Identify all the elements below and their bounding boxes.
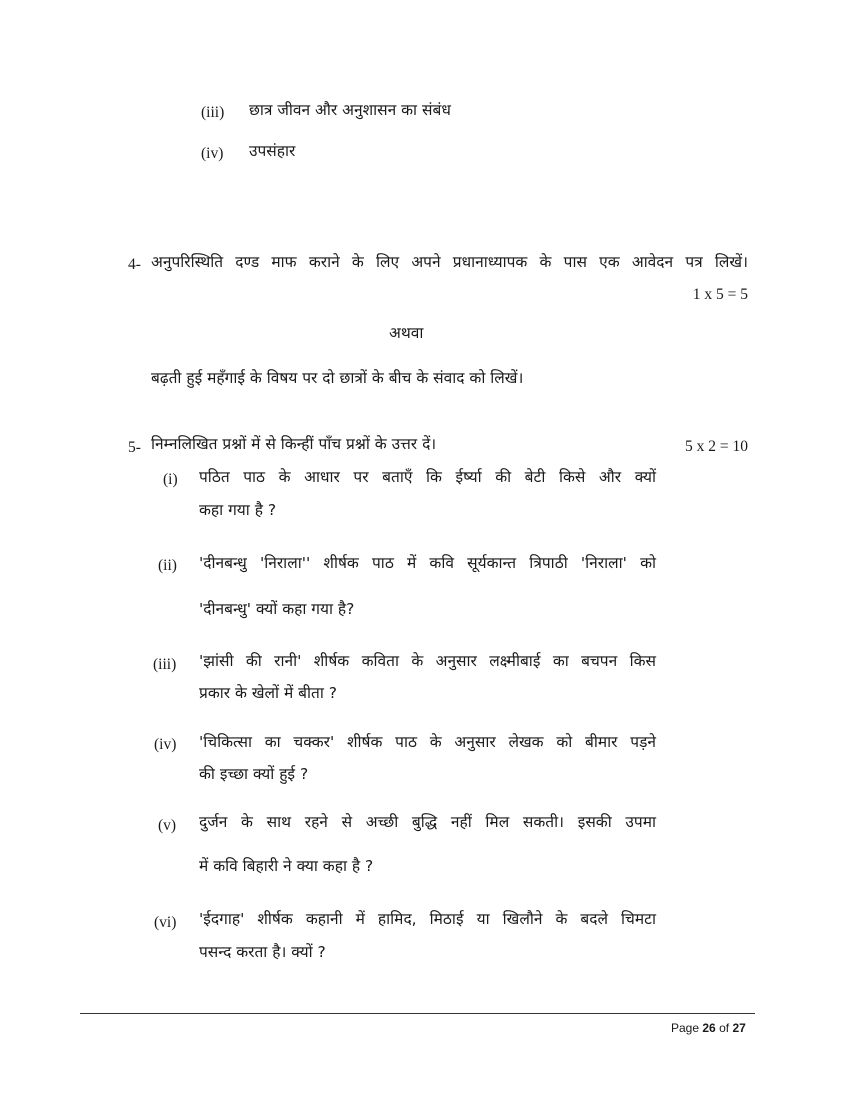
sub-question-text: की इच्छा क्यों हुई ? (199, 765, 309, 783)
question-marks: 5 x 2 = 10 (685, 438, 748, 455)
page-word: Page (671, 1021, 700, 1035)
sub-question-text: 'ईदगाह' शीर्षक कहानी में हामिद, मिठाई या खिलौने के बदले चिमटा (199, 910, 656, 928)
question-number: 4- (128, 256, 141, 273)
question-text: अनुपरिस्थिति दण्ड माफ कराने के लिए अपने प्रधानाध्यापक के पास एक आवेदन पत्र लिखें। (151, 253, 748, 271)
roman-numeral: (i) (163, 471, 178, 488)
roman-numeral: (iv) (154, 736, 177, 753)
or-label: अथवा (389, 324, 424, 342)
sub-question-text: दुर्जन के साथ रहने से अच्छी बुद्धि नहीं मिल सकती। इसकी उपमा (199, 813, 656, 831)
footer-divider (80, 1013, 755, 1014)
sub-question-text: कहा गया है ? (199, 501, 277, 519)
sub-question-text: पठित पाठ के आधार पर बताएँ कि ईर्ष्या की बेटी किसे और क्यों (199, 468, 656, 486)
sub-question-text: 'दीनबन्धु' क्यों कहा गया है? (199, 600, 355, 618)
sub-question-text: में कवि बिहारी ने क्या कहा है ? (199, 857, 374, 875)
roman-numeral: (vi) (154, 914, 177, 931)
list-item-text: छात्र जीवन और अनुशासन का संबंध (249, 101, 451, 119)
alternate-question-text: बढ़ती हुई महँगाई के विषय पर दो छात्रों के बीच के संवाद को लिखें। (151, 369, 524, 387)
sub-question-text: 'दीनबन्धु 'निराला'' शीर्षक पाठ में कवि सूर्यकान्त त्रिपाठी 'निराला' को (199, 554, 656, 572)
roman-numeral: (ii) (158, 557, 177, 574)
sub-question-text: पसन्द करता है। क्यों ? (199, 943, 326, 961)
total-pages: 27 (732, 1021, 746, 1035)
list-item-text: उपसंहार (249, 142, 296, 160)
sub-question-text: 'चिकित्सा का चक्कर' शीर्षक पाठ के अनुसार लेखक को बीमार पड़ने (199, 733, 656, 751)
roman-numeral: (v) (158, 817, 177, 834)
question-marks: 1 x 5 = 5 (692, 286, 748, 303)
question-text: निम्नलिखित प्रश्नों में से किन्हीं पाँच प्रश्नों के उत्तर दें। (151, 435, 437, 453)
page-number: 26 (702, 1021, 716, 1035)
roman-numeral: (iv) (201, 145, 224, 162)
question-number: 5- (128, 439, 141, 456)
sub-question-text: 'झांसी की रानी' शीर्षक कविता के अनुसार लक्ष्मीबाई का बचपन किस (199, 652, 656, 670)
page-footer (671, 1022, 746, 1034)
of-word: of (719, 1021, 730, 1035)
sub-question-text: प्रकार के खेलों में बीता ? (199, 684, 338, 702)
roman-numeral: (iii) (153, 656, 177, 673)
roman-numeral: (iii) (201, 104, 225, 121)
